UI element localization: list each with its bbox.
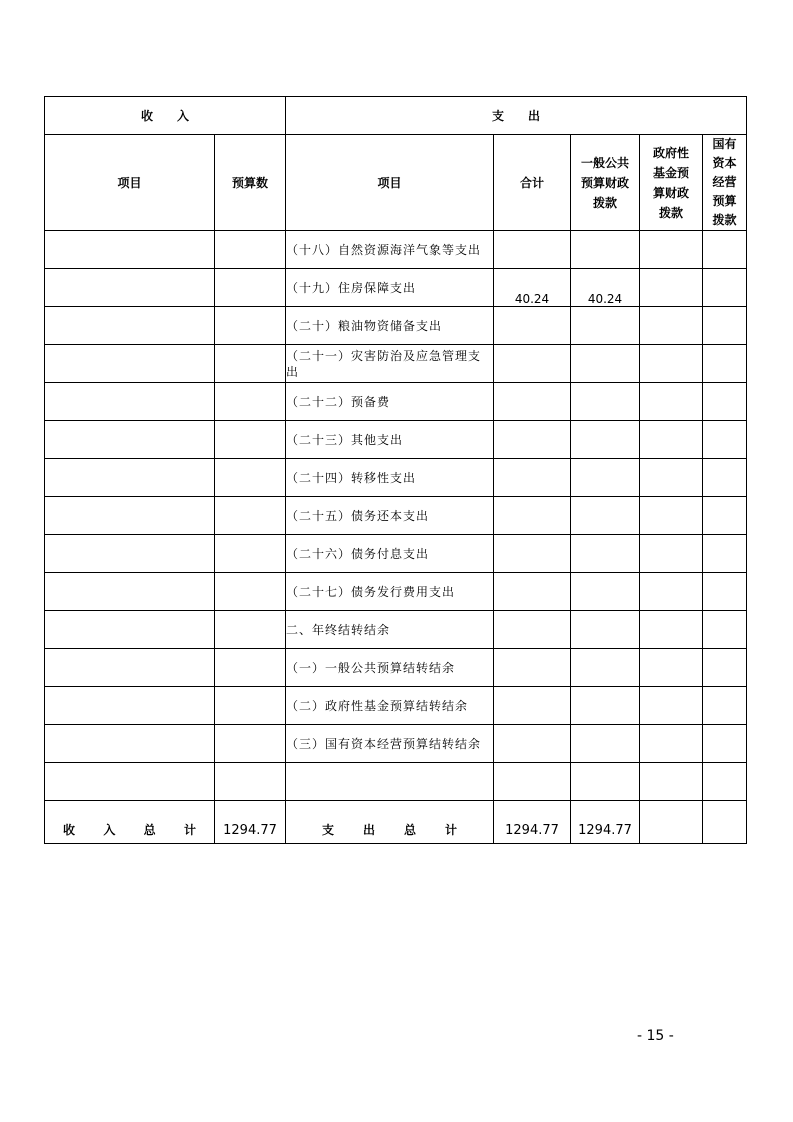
total-cell: 40.24 bbox=[494, 269, 571, 307]
general-cell bbox=[571, 459, 640, 497]
total-cell bbox=[494, 611, 571, 649]
table-row bbox=[45, 269, 747, 307]
table-row bbox=[45, 687, 747, 725]
col-income-item: 项目 bbox=[45, 135, 215, 231]
total-cell bbox=[494, 459, 571, 497]
col-fund-budget: 政府性 基金预 算财政 拨款 bbox=[640, 135, 703, 231]
general-cell bbox=[571, 383, 640, 421]
total-cell bbox=[494, 649, 571, 687]
column-header-row bbox=[45, 135, 747, 231]
col-expense-item: 项目 bbox=[286, 135, 494, 231]
general-cell bbox=[571, 535, 640, 573]
general-cell bbox=[571, 497, 640, 535]
expense-total-label: 支 出 总 计 bbox=[286, 801, 494, 844]
total-cell bbox=[494, 573, 571, 611]
table-row bbox=[45, 231, 747, 269]
expense-item: （二十四）转移性支出 bbox=[286, 459, 494, 497]
expense-item: （二十六）债务付息支出 bbox=[286, 535, 494, 573]
expense-item: （二十七）债务发行费用支出 bbox=[286, 573, 494, 611]
general-cell: 40.24 bbox=[571, 269, 640, 307]
general-cell bbox=[571, 307, 640, 345]
table-row bbox=[45, 535, 747, 573]
expense-item: （一）一般公共预算结转结余 bbox=[286, 649, 494, 687]
total-cell bbox=[494, 687, 571, 725]
budget-sheet bbox=[44, 96, 746, 844]
col-state-capital: 国有 资本 经营 预算 拨款 bbox=[703, 135, 747, 231]
total-cell bbox=[494, 345, 571, 383]
general-cell bbox=[571, 345, 640, 383]
totals-row bbox=[45, 801, 747, 844]
income-header: 收 入 bbox=[45, 97, 286, 135]
general-cell bbox=[571, 763, 640, 801]
expense-header: 支 出 bbox=[286, 97, 747, 135]
expense-item: （十九）住房保障支出 bbox=[286, 269, 494, 307]
general-cell bbox=[571, 231, 640, 269]
table-row bbox=[45, 345, 747, 383]
expense-item: 二、年终结转结余 bbox=[286, 611, 494, 649]
table-row bbox=[45, 649, 747, 687]
expense-item: （二）政府性基金预算结转结余 bbox=[286, 687, 494, 725]
total-cell bbox=[494, 725, 571, 763]
expense-item: （三）国有资本经营预算结转结余 bbox=[286, 725, 494, 763]
expense-item: （二十）粮油物资储备支出 bbox=[286, 307, 494, 345]
total-cell bbox=[494, 421, 571, 459]
table-row bbox=[45, 421, 747, 459]
general-cell bbox=[571, 649, 640, 687]
col-total: 合计 bbox=[494, 135, 571, 231]
table-row bbox=[45, 383, 747, 421]
expense-item: （二十五）债务还本支出 bbox=[286, 497, 494, 535]
total-cell bbox=[494, 231, 571, 269]
table-row bbox=[45, 725, 747, 763]
expense-item: （二十三）其他支出 bbox=[286, 421, 494, 459]
expense-item: （二十二）预备费 bbox=[286, 383, 494, 421]
col-income-budget: 预算数 bbox=[215, 135, 286, 231]
expense-total-value: 1294.77 bbox=[494, 801, 571, 844]
general-cell bbox=[571, 687, 640, 725]
total-cell bbox=[494, 497, 571, 535]
general-cell bbox=[571, 573, 640, 611]
table-row bbox=[45, 497, 747, 535]
page-number: - 15 - bbox=[637, 1028, 674, 1044]
expense-item: （十八）自然资源海洋气象等支出 bbox=[286, 231, 494, 269]
table-row bbox=[45, 573, 747, 611]
income-total-label: 收 入 总 计 bbox=[45, 801, 215, 844]
total-cell bbox=[494, 535, 571, 573]
total-cell bbox=[494, 383, 571, 421]
general-cell bbox=[571, 725, 640, 763]
general-cell bbox=[571, 611, 640, 649]
table-row bbox=[45, 307, 747, 345]
general-cell bbox=[571, 421, 640, 459]
header-row bbox=[45, 97, 747, 135]
table-row bbox=[45, 611, 747, 649]
table-row bbox=[45, 763, 747, 801]
income-total-value: 1294.77 bbox=[215, 801, 286, 844]
total-cell bbox=[494, 763, 571, 801]
expense-item: （二十一）灾害防治及应急管理支出 bbox=[286, 345, 494, 383]
expense-item bbox=[286, 763, 494, 801]
budget-table bbox=[44, 96, 747, 844]
total-cell bbox=[494, 307, 571, 345]
expense-general-total: 1294.77 bbox=[571, 801, 640, 844]
col-general-budget: 一般公共 预算财政 拨款 bbox=[571, 135, 640, 231]
table-row bbox=[45, 459, 747, 497]
